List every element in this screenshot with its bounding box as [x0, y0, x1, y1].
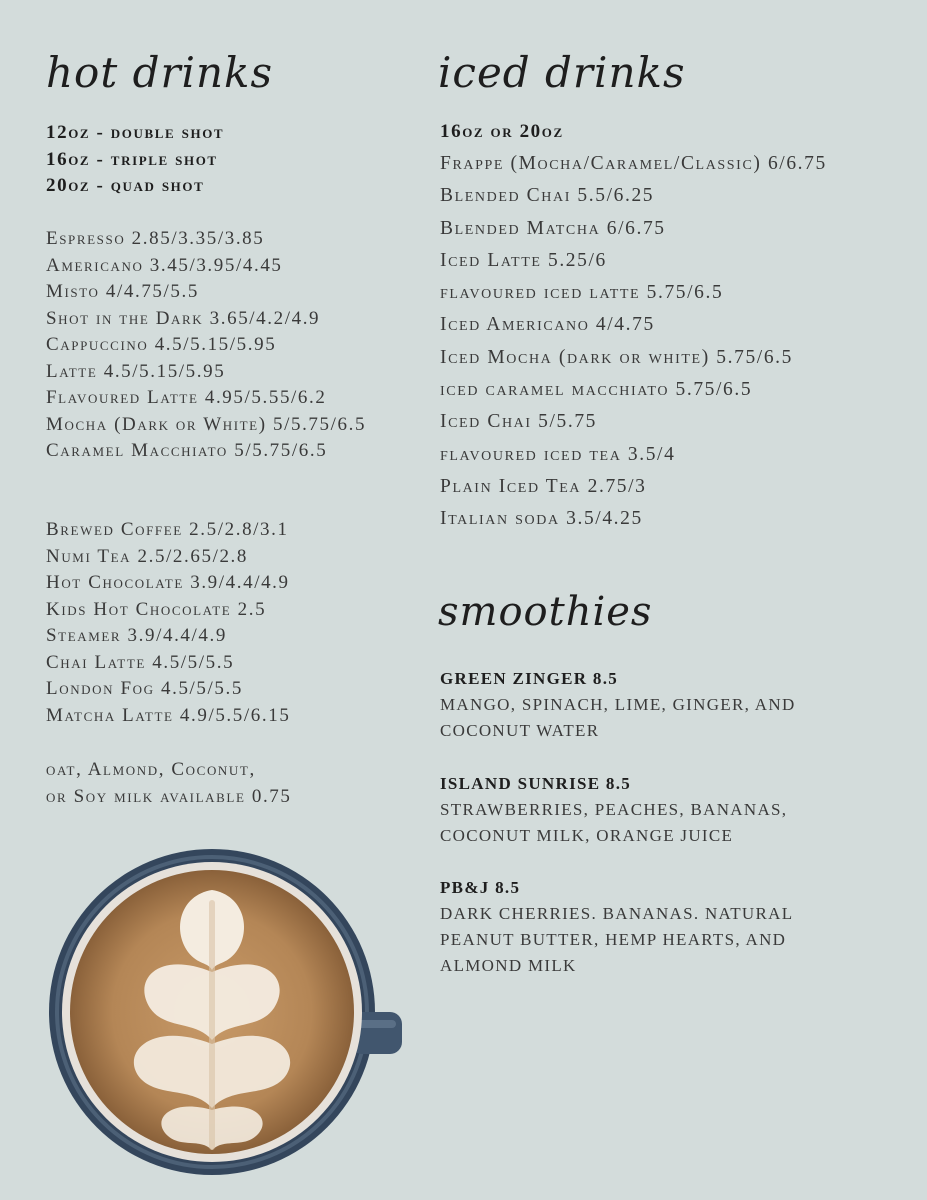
smoothie-desc-line: PEANUT BUTTER, HEMP HEARTS, AND	[440, 930, 787, 949]
hot-size-20oz: 20oz - quad shot	[46, 175, 205, 196]
menu-item-frappe: Frappe (Mocha/Caramel/Classic) 6/6.75	[440, 153, 827, 174]
hot-drinks-title: hot drinks	[46, 48, 274, 97]
iced-drink-list	[440, 148, 827, 536]
hot-size-list	[46, 120, 224, 200]
menu-item-mocha: Mocha (Dark or White) 5/5.75/6.5	[46, 413, 367, 435]
menu-item-flavoured-latte: Flavoured Latte 4.95/5.55/6.2	[46, 387, 327, 408]
menu-item-italian-soda: Italian soda 3.5/4.25	[440, 508, 643, 530]
menu-item-numi-tea: Numi Tea 2.5/2.65/2.8	[46, 545, 248, 567]
menu-item-hot-chocolate: Hot Chocolate 3.9/4.4/4.9	[46, 572, 290, 593]
menu-item-shot-in-the-dark: Shot in the Dark 3.65/4.2/4.9	[46, 307, 321, 329]
smoothies-title: smoothies	[438, 589, 653, 635]
menu-item-london-fog: London Fog 4.5/5/5.5	[46, 678, 243, 699]
menu-item-misto: Misto 4/4.75/5.5	[46, 281, 199, 302]
smoothie-pbj	[440, 875, 880, 979]
smoothie-name: ISLAND SUNRISE 8.5	[440, 774, 632, 793]
menu-item-blended-chai: Blended Chai 5.5/6.25	[440, 185, 655, 207]
menu-item-latte: Latte 4.5/5.15/5.95	[46, 360, 226, 382]
menu-item-plain-iced-tea: Plain Iced Tea 2.75/3	[440, 475, 647, 497]
menu-item-flavoured-iced-tea: flavoured iced tea 3.5/4	[440, 443, 676, 465]
iced-size-label: 16oz or 20oz	[440, 121, 564, 142]
menu-item-matcha-latte: Matcha Latte 4.9/5.5/6.15	[46, 704, 291, 726]
menu-item-steamer: Steamer 3.9/4.4/4.9	[46, 625, 227, 646]
menu-item-caramel-macchiato: Caramel Macchiato 5/5.75/6.5	[46, 440, 328, 461]
menu-item-iced-mocha: Iced Mocha (dark or white) 5.75/6.5	[440, 346, 793, 368]
milk-note	[46, 757, 292, 810]
menu-item-chai-latte: Chai Latte 4.5/5/5.5	[46, 651, 235, 673]
menu-item-flavoured-iced-latte: flavoured iced latte 5.75/6.5	[440, 282, 724, 304]
iced-drinks-title: iced drinks	[438, 48, 686, 97]
menu-item-iced-caramel-macchiato: iced caramel macchiato 5.75/6.5	[440, 379, 753, 401]
smoothie-name: PB&J 8.5	[440, 878, 521, 897]
menu-item-iced-latte: Iced Latte 5.25/6	[440, 249, 607, 271]
menu-item-kids-hot-chocolate: Kids Hot Chocolate 2.5	[46, 598, 267, 620]
smoothie-desc-line: ALMOND MILK	[440, 956, 577, 975]
milk-note-line-2: or Soy milk available 0.75	[46, 785, 292, 807]
smoothie-green-zinger	[440, 666, 880, 744]
smoothie-desc-line: COCONUT WATER	[440, 721, 600, 740]
menu-item-cappuccino: Cappuccino 4.5/5.15/5.95	[46, 334, 277, 355]
smoothie-name: GREEN ZINGER 8.5	[440, 669, 619, 688]
hot-size-16oz: 16oz - triple shot	[46, 148, 218, 170]
menu-item-espresso: Espresso 2.85/3.35/3.85	[46, 228, 265, 249]
latte-art-cup-icon	[40, 840, 410, 1180]
milk-note-line-1: oat, Almond, Coconut,	[46, 759, 256, 780]
other-hot-drink-list	[46, 517, 290, 729]
smoothie-desc-line: DARK CHERRIES. BANANAS. NATURAL	[440, 904, 794, 923]
smoothie-island-sunrise	[440, 771, 880, 849]
smoothie-desc-line: MANGO, SPINACH, LIME, GINGER, AND	[440, 695, 796, 714]
smoothie-desc-line: COCONUT MILK, ORANGE JUICE	[440, 826, 734, 845]
hot-size-12oz: 12oz - double shot	[46, 122, 225, 143]
menu-item-americano: Americano 3.45/3.95/4.45	[46, 254, 283, 276]
smoothie-desc-line: STRAWBERRIES, PEACHES, BANANAS,	[440, 800, 788, 819]
menu-item-iced-americano: Iced Americano 4/4.75	[440, 314, 655, 336]
menu-item-iced-chai: Iced Chai 5/5.75	[440, 411, 598, 433]
espresso-drink-list	[46, 226, 366, 465]
menu-item-brewed-coffee: Brewed Coffee 2.5/2.8/3.1	[46, 519, 289, 540]
menu-item-blended-matcha: Blended Matcha 6/6.75	[440, 217, 666, 239]
